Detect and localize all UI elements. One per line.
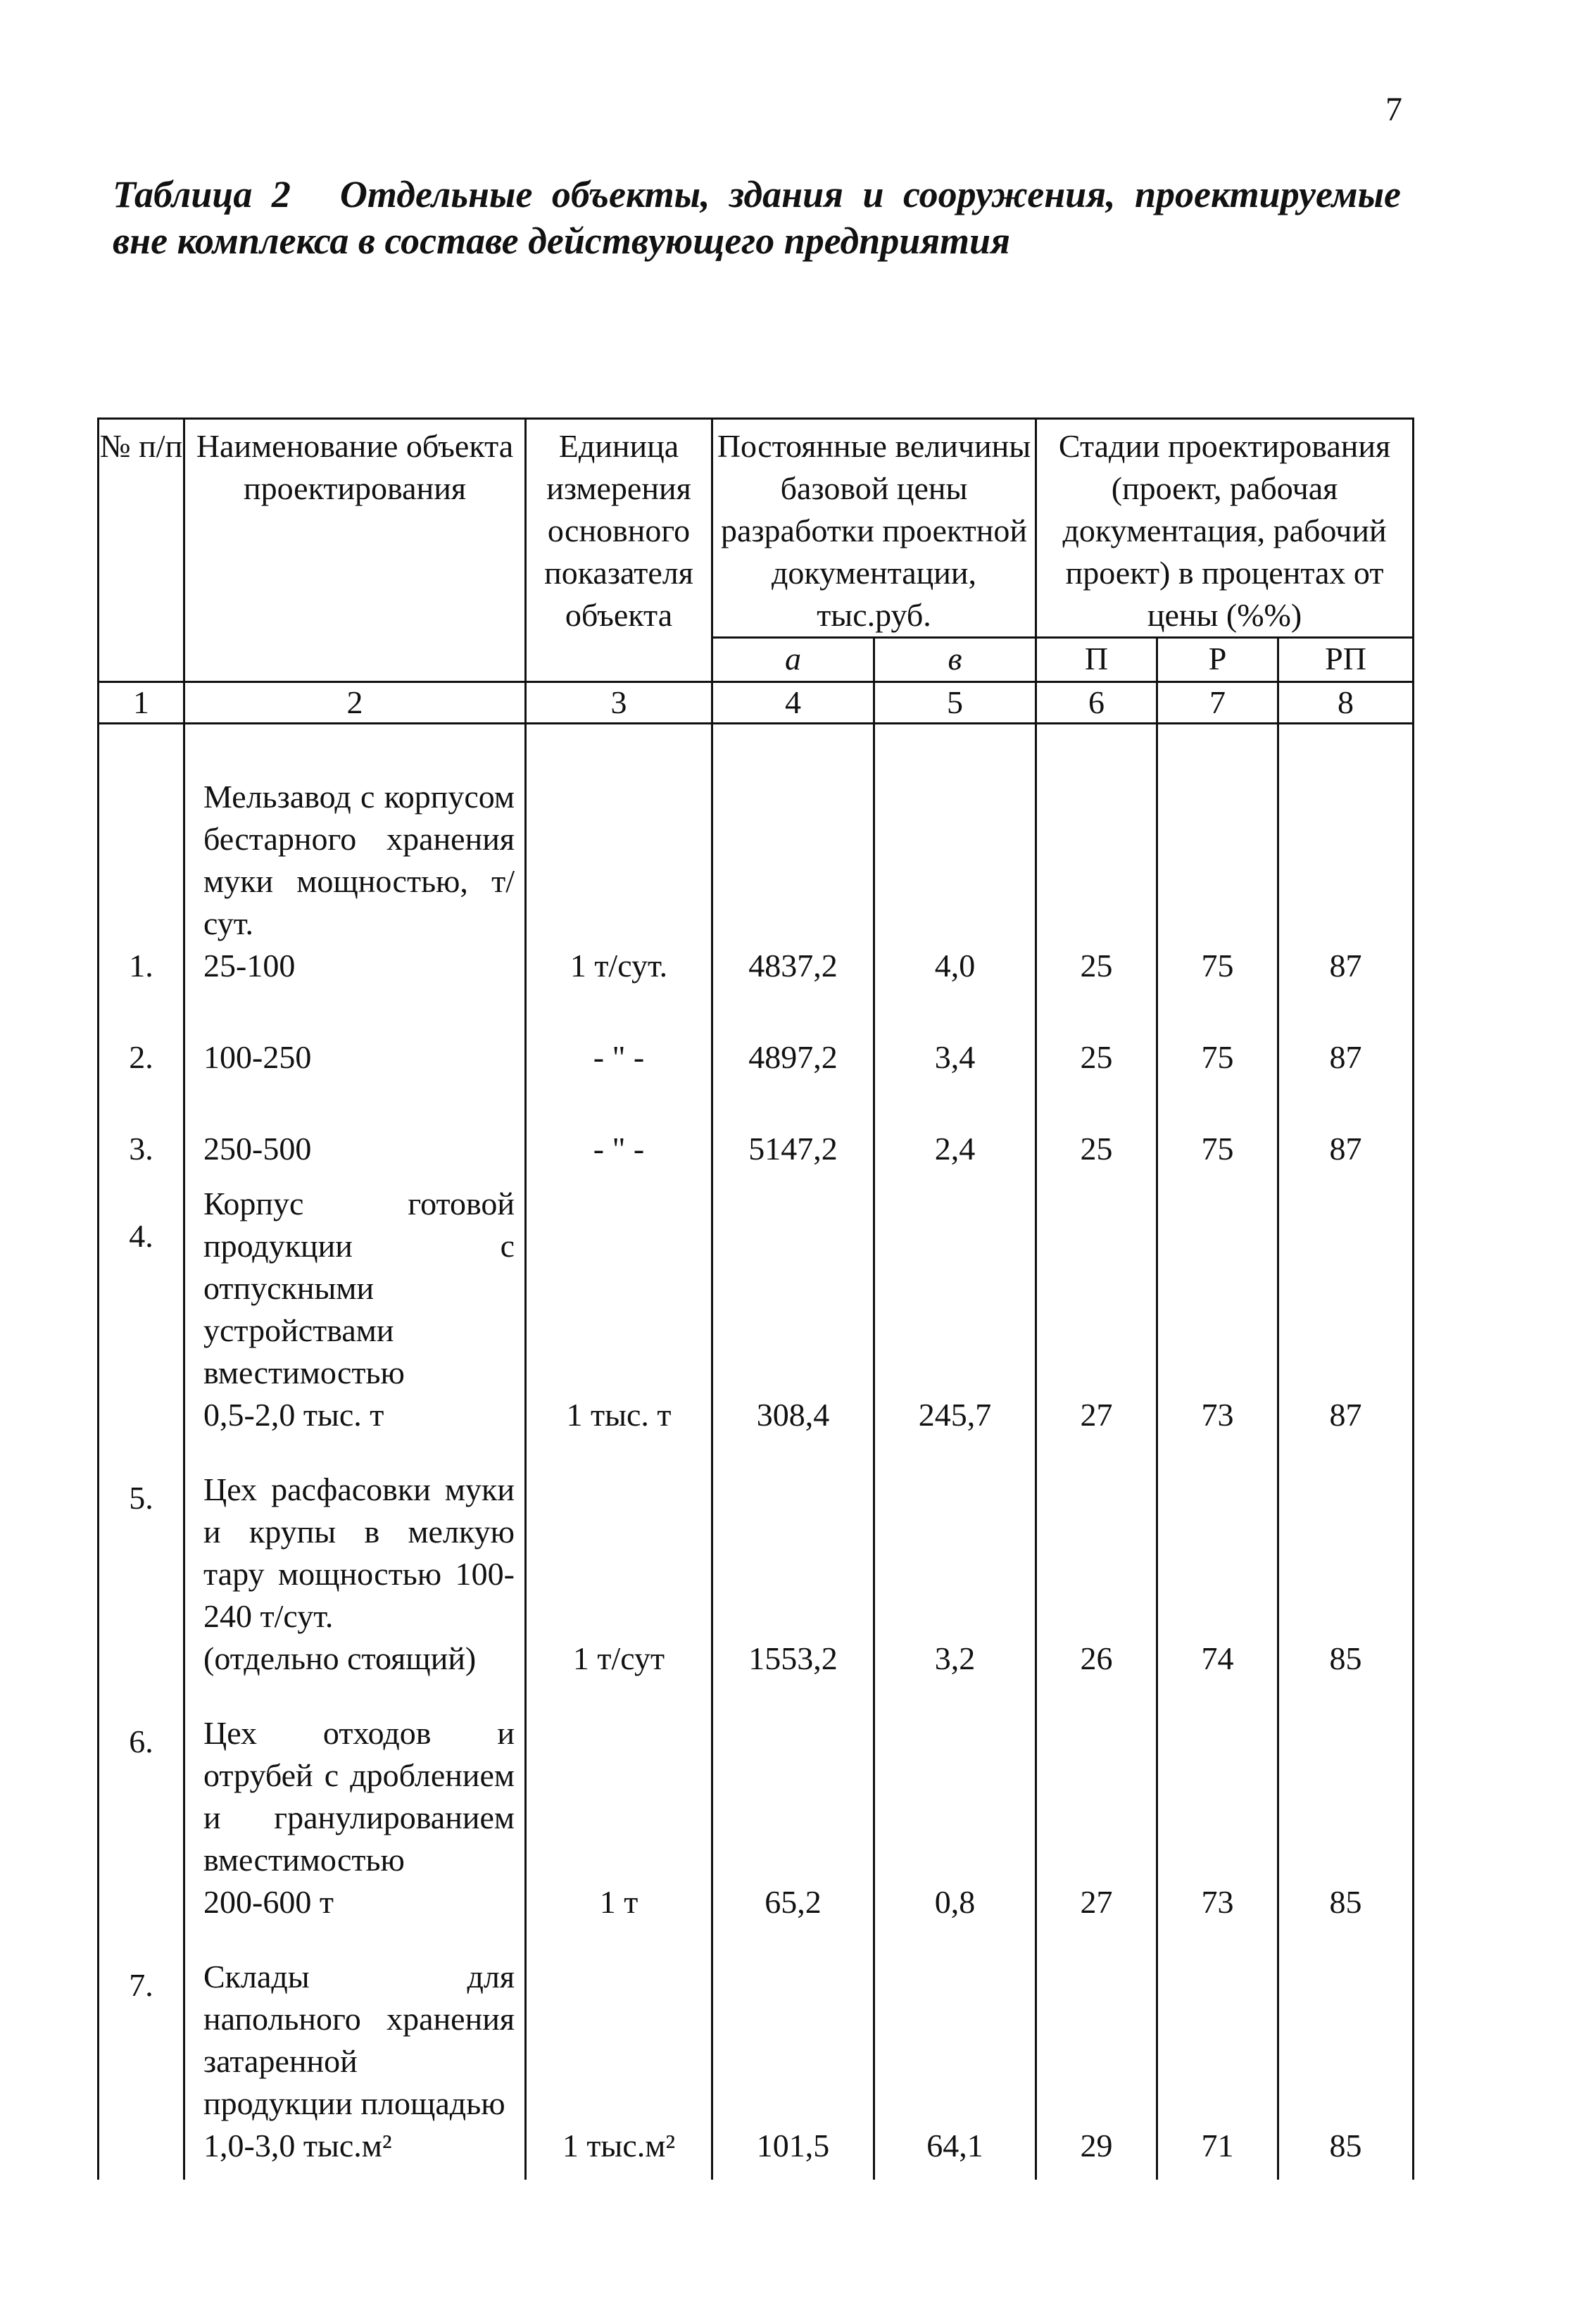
object-name [184,1449,526,1692]
object-name-range: (отдельно стоящий) [203,1640,477,1676]
unit-cell: - " - [526,1000,712,1091]
const-a-cell: 308,4 [712,1183,874,1449]
column-number: 3 [526,682,712,724]
row-number-text: 6. [129,1723,153,1759]
row-number: 3. [99,1091,184,1183]
stage-rp-cell: 87 [1278,724,1414,1000]
const-a-cell: 1553,2 [712,1449,874,1692]
column-number: 6 [1036,682,1157,724]
caption-text: Отдельные объекты, здания и сооружения, проектируемые вне комплекса в составе действующего предприятия [113,173,1401,262]
unit-cell: 1 т/сут. [526,724,712,1000]
stage-p-cell: 25 [1036,1000,1157,1091]
object-name-range: 0,5-2,0 тыс. т [203,1396,384,1433]
row-number-text: 4. [129,1217,153,1254]
const-b-cell: 4,0 [874,724,1036,1000]
page-number: 7 [1385,91,1402,128]
table-caption [113,171,1401,264]
header-num: № п/п [99,419,184,682]
const-b-cell: 3,4 [874,1000,1036,1091]
unit-cell: 1 т [526,1692,712,1936]
header-unit: Единица измерения основного показателя объекта [526,419,712,682]
stage-p-cell: 26 [1036,1449,1157,1692]
row-number: 2. [99,1000,184,1091]
header-stage-p: П [1036,638,1157,682]
unit-cell: 1 тыс. т [526,1183,712,1449]
object-name [184,1183,526,1449]
row-number [99,1692,184,1936]
stage-rp-cell: 85 [1278,1449,1414,1692]
objects-table [97,417,1414,2180]
const-a-cell: 65,2 [712,1692,874,1936]
const-b-cell: 3,2 [874,1449,1036,1692]
stage-r-cell: 75 [1157,1091,1278,1183]
object-name-lead: Цех расфасовки муки и крупы в мелкую тару мощностью 100-240 т/сут. [203,1471,515,1634]
stage-p-cell: 27 [1036,1692,1157,1936]
stage-rp-cell: 87 [1278,1183,1414,1449]
column-number: 4 [712,682,874,724]
header-stage-r: Р [1157,638,1278,682]
object-name-lead: Корпус готовой продукции с отпускными устройствами вместимостью [203,1185,515,1390]
header-name: Наименование объекта проектирования [184,419,526,682]
stage-rp-cell: 85 [1278,1692,1414,1936]
row-number [99,1183,184,1449]
table-row [99,724,1414,1000]
object-name [184,724,526,1000]
stage-rp-cell: 85 [1278,1936,1414,2180]
stage-rp-cell: 87 [1278,1091,1414,1183]
const-b-cell: 64,1 [874,1936,1036,2180]
stage-p-cell: 25 [1036,1091,1157,1183]
header-const: Постоянные величины базовой цены разработки проектной документации, тыс.руб. [712,419,1036,638]
object-name: 250-500 [184,1091,526,1183]
const-a-cell: 101,5 [712,1936,874,2180]
row-number-text: 7. [129,1966,153,2003]
column-number: 7 [1157,682,1278,724]
table-row [99,1183,1414,1449]
const-a-cell: 4897,2 [712,1000,874,1091]
const-a-cell: 4837,2 [712,724,874,1000]
caption-label: Таблица 2 [113,173,291,215]
stage-r-cell: 71 [1157,1936,1278,2180]
column-number-row [99,682,1414,724]
column-number: 5 [874,682,1036,724]
object-name [184,1936,526,2180]
table-row [99,1449,1414,1692]
const-b-cell: 0,8 [874,1692,1036,1936]
row-number: 1. [99,724,184,1000]
header-stage-rp: РП [1278,638,1414,682]
stage-p-cell: 25 [1036,724,1157,1000]
row-number-text: 5. [129,1479,153,1516]
stage-p-cell: 29 [1036,1936,1157,2180]
object-name-lead: Склады для напольного хранения затаренной продукции площадью [203,1958,515,2121]
stage-r-cell: 73 [1157,1183,1278,1449]
table-row [99,1936,1414,2180]
stage-r-cell: 75 [1157,1000,1278,1091]
table-row [99,1000,1414,1091]
const-a-cell: 5147,2 [712,1091,874,1183]
const-b-cell: 245,7 [874,1183,1036,1449]
object-name-range: 200-600 т [203,1883,334,1920]
column-number: 8 [1278,682,1414,724]
object-name-range: 1,0-3,0 тыс.м² [203,2127,392,2163]
object-name-range: 25-100 [203,947,296,984]
header-const-a: а [712,638,874,682]
unit-cell: 1 т/сут [526,1449,712,1692]
object-name [184,1692,526,1936]
unit-cell: - " - [526,1091,712,1183]
stage-r-cell: 75 [1157,724,1278,1000]
table-row [99,1091,1414,1183]
object-name-lead: Цех отходов и отрубей с дроблением и гранулированием вместимостью [203,1714,515,1878]
unit-cell: 1 тыс.м² [526,1936,712,2180]
header-const-b: в [874,638,1036,682]
header-stages: Стадии проектирования (проект, рабочая документация, рабочий проект) в процентах от цены (%%) [1036,419,1414,638]
stage-r-cell: 73 [1157,1692,1278,1936]
column-number: 2 [184,682,526,724]
stage-rp-cell: 87 [1278,1000,1414,1091]
const-b-cell: 2,4 [874,1091,1036,1183]
object-name-lead: Мельзавод с корпусом бестарного хранения муки мощностью, т/сут. [203,778,515,941]
row-number [99,1936,184,2180]
row-number [99,1449,184,1692]
stage-r-cell: 74 [1157,1449,1278,1692]
object-name: 100-250 [184,1000,526,1091]
stage-p-cell: 27 [1036,1183,1157,1449]
table-row [99,1692,1414,1936]
column-number: 1 [99,682,184,724]
